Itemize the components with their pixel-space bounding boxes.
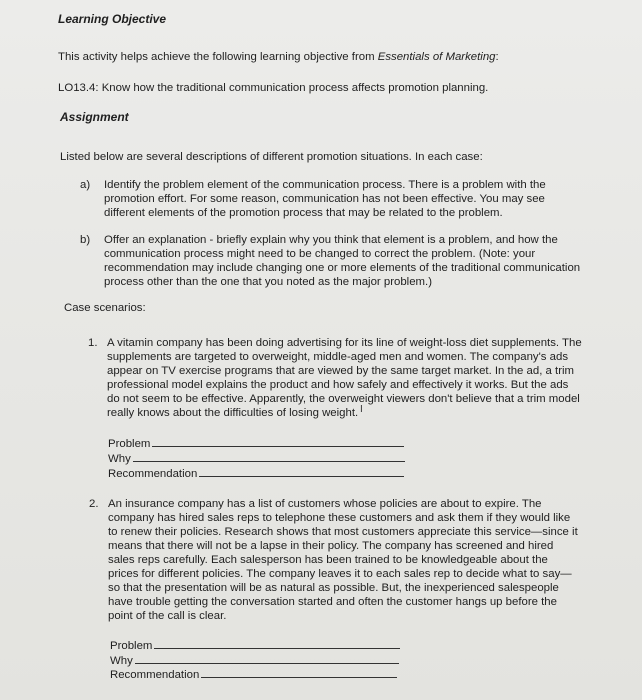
instruction-marker-a: a) xyxy=(80,179,91,191)
case-2-recommendation-label: Recommendation xyxy=(110,669,200,681)
case-1-why-field[interactable] xyxy=(108,451,405,466)
book-title: Essentials of Marketing xyxy=(377,51,496,63)
case-2-why-field[interactable] xyxy=(110,653,399,668)
intro-sentence xyxy=(58,50,598,64)
learning-objective-heading: Learning Objective xyxy=(58,12,167,26)
case-1-text: A vitamin company has been doing advertising for its line of weight-loss diet supplements. The supplements are targeted to overweight, middle-aged men and women. The company's ads appear on TV exercise programs that are viewed by the same target market. In the ad, a trim professional model explains the product and how safely and effectively it works. But the ads do not seem to be effective. Apparently, the overweight viewers don't believe that a trim model really knows about the difficulties of losing weight. xyxy=(107,337,582,419)
intro-prefix: This activity helps achieve the following learning objective from xyxy=(58,51,378,63)
case-1-recommendation-label: Recommendation xyxy=(108,468,198,480)
learning-objective-text: LO13.4: Know how the traditional communication process affects promotion planning. xyxy=(58,82,489,94)
case-1-problem-field[interactable] xyxy=(108,436,404,451)
case-2-problem-line[interactable] xyxy=(154,638,400,649)
case-1-recommendation-field[interactable] xyxy=(108,466,404,481)
instruction-marker-b: b) xyxy=(80,234,91,246)
case-2-recommendation-field[interactable] xyxy=(110,667,397,682)
case-1-why-label: Why xyxy=(108,453,131,465)
assignment-heading: Assignment xyxy=(60,110,129,124)
case-1-number: 1. xyxy=(88,337,98,349)
instructions-lead: Listed below are several descriptions of different promotion situations. In each case: xyxy=(60,151,483,163)
case-2-why-label: Why xyxy=(110,655,133,667)
instruction-text-b: Offer an explanation - briefly explain why you think that element is a problem, and how the communication process might need to be changed to correct the problem. (Note: your recommendation may include changing one or more elements of the traditional communication process other than the one that you noted as the major problem.) xyxy=(104,234,581,288)
intro-suffix: : xyxy=(495,51,499,63)
case-2-problem-field[interactable] xyxy=(110,638,400,653)
case-1-recommendation-line[interactable] xyxy=(199,466,404,477)
case-2-recommendation-line[interactable] xyxy=(201,667,397,678)
case-1-problem-label: Problem xyxy=(108,438,151,450)
text-cursor-icon: I xyxy=(360,404,363,415)
case-2-problem-label: Problem xyxy=(110,640,153,652)
case-scenarios-heading: Case scenarios: xyxy=(64,302,146,314)
case-1-problem-line[interactable] xyxy=(152,436,404,447)
case-1-why-line[interactable] xyxy=(133,451,405,462)
instruction-text-a: Identify the problem element of the communication process. There is a problem with the promotion effort. For some reason, communication has not been effective. You may see different elements of the promotion process that may be related to the problem. xyxy=(104,179,546,219)
case-2-text: An insurance company has a list of customers whose policies are about to expire. The company has hired sales reps to telephone these customers and ask them if they would like to renew their policies. Research shows that most customers appreciate this service—since it means that there will not be a lapse in their policy. The company has screened and hired sales reps carefully. Each salesperson has been trained to be knowledgeable about the prices for different policies. The company leaves it to each sales rep to decide what to say—so that the presentation will be as natural as possible. But, the inexperienced salespeople have trouble getting the conversation started and often the customer hangs up before the point of the call is clear. xyxy=(108,498,578,622)
case-2-number: 2. xyxy=(89,498,99,510)
case-2-why-line[interactable] xyxy=(135,653,399,664)
